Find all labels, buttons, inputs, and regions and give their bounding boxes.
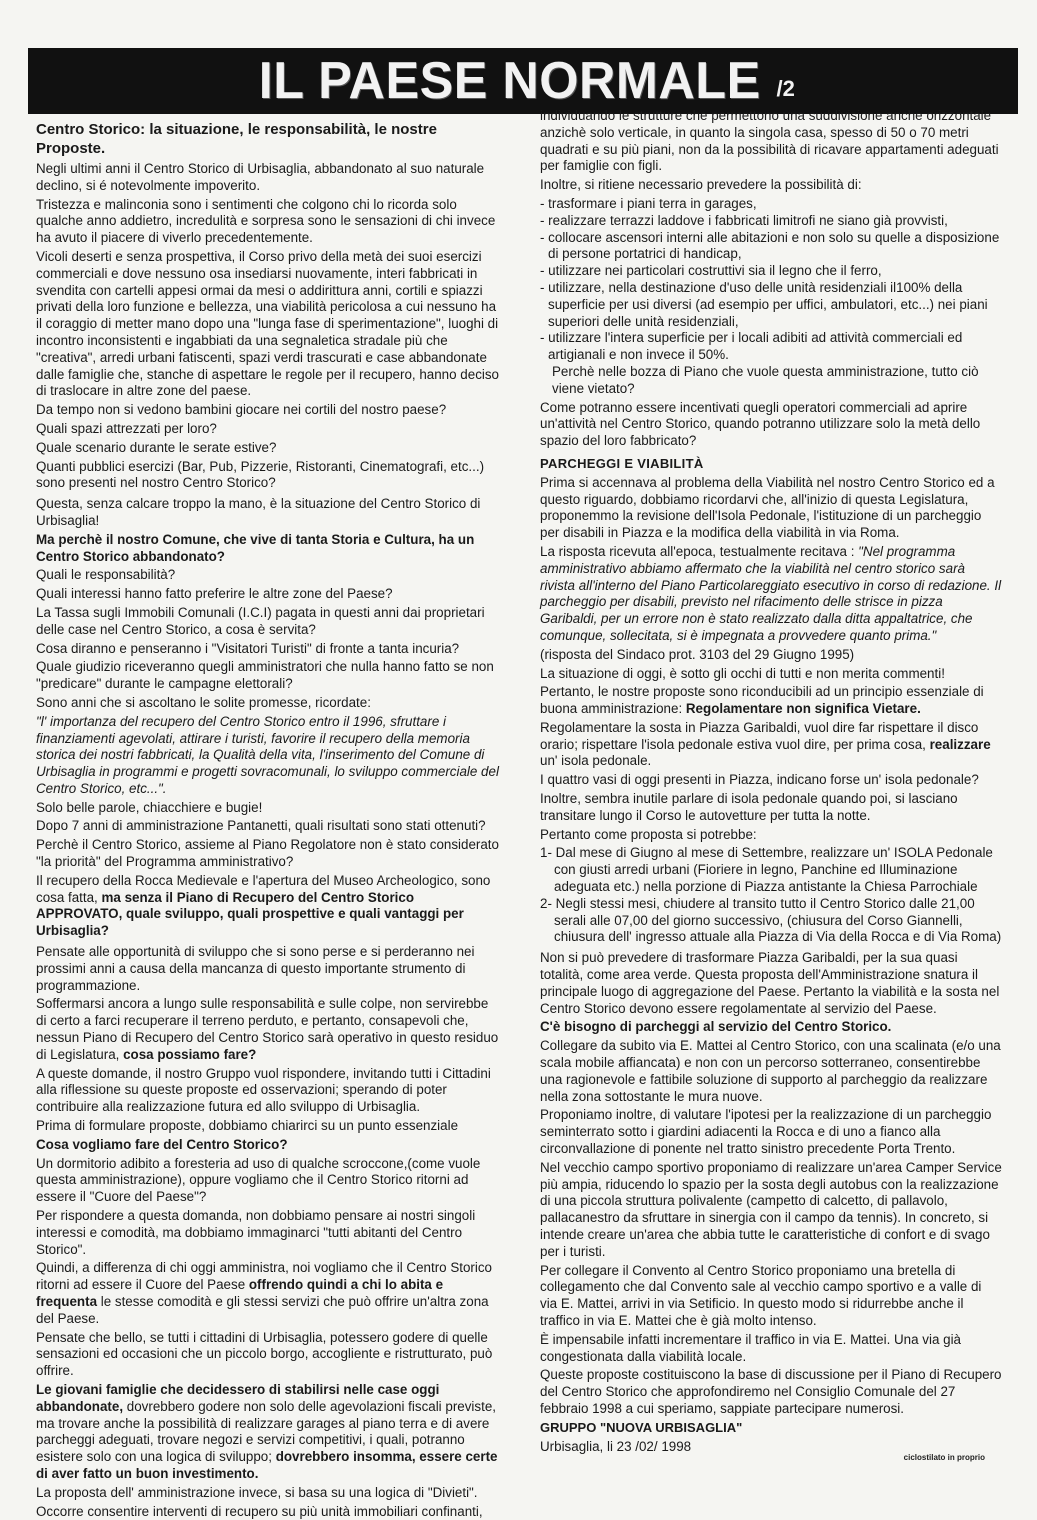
right-column [540,108,1002,1462]
paragraph [36,873,500,940]
paragraph: Proponiamo inoltre, di valutare l'ipotesi per la realizzazione di un parcheggio seminterrato sotto i giardini adiacenti la Rocca e di uno a fianco alla circonvallazione di ponente nel tratto sinistro precedente Porta Trento. [540,1107,992,1157]
paragraph: (risposta del Sindaco prot. 3103 del 29 Giugno 1995) [540,646,855,662]
list-item: - utilizzare nei particolari costruttivi sia il legno che il ferro, [540,263,882,279]
paragraph: Negli ultimi anni il Centro Storico di Urbisaglia, abbandonato al suo naturale declino, si é notevolmente impoverito. [36,161,485,193]
print-note: ciclostilato in proprio [903,1453,985,1462]
question: Quali le responsabilità? [36,567,176,583]
quoted-promises: "l' importanza del recupero del Centro Storico entro il 1996, sfruttare i finanziamenti agevolati, attirare i turisti, favorire il recupero della memoria storica dei nostri fabbricati, la Qualità della vita, l'inserimento del Comune di Urbisaglia in programmi e progetti sovracomunali, lo sviluppo commerciale del Centro Storico, etc...". [36,713,499,796]
bold-run: offrendo quindi a chi lo abita e frequenta [36,1277,444,1309]
question: Cosa diranno e penseranno i "Visitatori Turisti" di fronte a tanta incuria? [36,640,460,656]
bold-run: Le giovani famiglie che decidessero di stabilirsi nelle case oggi abbandonate, [36,1381,440,1414]
list-item: - realizzare terrazzi laddove i fabbricati limitrofi ne siano già provvisti, [540,212,948,228]
question: Quali interessi hanno fatto preferire le altre zone del Paese? [36,586,393,602]
paragraph: Nel vecchio campo sportivo proponiamo di realizzare un'area Camper Service più ampia, riducendo lo spazio per la sosta degli autobus con la realizzazione di una piccola struttura polivalente (campetto di calcetto, di pallavolo, pallacanestro da sfruttare in sinergia con il campo da tennis). In concreto, si intende creare un'area che abbia tutte le caratteristiche di confort e di svago per i turisti. [540,1159,1002,1259]
bold-run: Regolamentare non significa Vietare. [685,701,921,717]
paragraph: Prima si accennava al problema della Viabilità nel nostro Centro Storico ed a questo riguardo, dobbiamo ricordarvi che, all'inizio di questa Legislatura, proponemmo la revisione dell'Isola Pedonale, l'istituzione di un parcheggio per disabili in Piazza e la modifica della viabilità in via Roma. [540,474,995,541]
paragraph [36,1382,500,1483]
question: Quale giudizio riceveranno quegli amministratori che nulla hanno fatto se non "predicare" durante le campagne elettorali? [36,659,494,692]
signature: GRUPPO "NUOVA URBISAGLIA" [540,1419,743,1435]
paragraph: Vicoli deserti e senza prospettiva, il Corso privo della metà dei suoi esercizi commerciali e dove nessuno osa insediarsi nuovamente, interi fabbricati in svendita con cartelli appesi ormai da mesi o addirittura anni, cortili e spiazzi privati della loro funzione e bellezza, una viabilità pericolosa a cui nessuno ha il coraggio di metter mano dopo una "lunga fase di sperimentazione", luoghi di incontro inconsistenti e ingabbiati da una segnaletica stradale più che "creativa", arredi urbani fatiscenti, spazi verdi trascurati e case abbandonate dalle famiglie che, stanche di aspettare le regole per il recupero, hanno deciso di traslocare in altre zone del paese. [36,248,500,399]
paragraph: Prima di formulare proposte, dobbiamo chiarirci su un punto essenziale [36,1118,459,1134]
section-heading: PARCHEGGI E VIABILITÀ [540,455,704,471]
bold-run: realizzare [929,736,991,752]
list-item: 2- Negli stessi mesi, chiudere al transito tutto il Centro Storico dalle 21,00 serali alle 07,00 del giorno successivo, (chiusura del Corso Giannelli, chiusura dell' ingresso attuale alla Piazza di Via della Rocca e di Via Roma) [540,895,1002,945]
paragraph [36,1260,500,1327]
paragraph: Per rispondere a questa domanda, non dobbiamo pensare ai nostri singoli interessi e comodità, ma dobbiamo immaginarci "tutti abitanti del Centro Storico". [36,1208,476,1257]
question: Da tempo non si vedono bambini giocare nei cortili del nostro paese? [36,402,447,418]
question: Dopo 7 anni di amministrazione Pantanetti, quali risultati sono stati ottenuti? [36,818,486,834]
list-item: - collocare ascensori interni alle abitazioni e non solo su quelle a disposizione di persone portatrici di handicap, [540,229,1000,262]
question: Quanti pubblici esercizi (Bar, Pub, Pizzerie, Ristoranti, Cinematografi, etc...) sono presenti nel nostro Centro Storico? [36,458,485,491]
paragraph: La proposta dell' amministrazione invece, si basa su una logica di "Divieti". [36,1484,478,1500]
issue-number: /2 [776,76,795,101]
bold-question: Cosa vogliamo fare del Centro Storico? [36,1136,288,1152]
paragraph: Solo belle parole, chiacchiere e bugie! [36,799,263,815]
left-column [36,120,500,1519]
paragraph: Pensate alle opportunità di sviluppo che si sono perse e si perderanno nei prossimi anni a causa della mancanza di questo importante strumento di programmazione. [36,944,475,993]
paragraph: A queste domande, il nostro Gruppo vuol rispondere, invitando tutti i Cittadini alla riflessione su queste proposte ed osservazioni; sperando di poter contribuire alla realizzazione futura ed allo sviluppo di Urbisaglia. [36,1065,491,1115]
text-run: Il recupero della Rocca Medievale e l'apertura del Museo Archeologico, sono cosa fatta, [36,872,491,905]
text-run: le stesse comodità e gli stessi servizi che può offrire un'altra zona del Paese. [36,1294,489,1326]
paragraph [36,996,500,1063]
possibility-list [540,196,1002,364]
paragraph: Non si può prevedere di trasformare Piazza Garibaldi, per la sua quasi totalità, come area verde. Questa proposta dell'Amministrazione snatura il principale luogo di aggregazione del Paese. Pertanto la viabilità e la sosta nel Centro Storico devono essere regolamentate al servizio del Paese. [540,950,1000,1016]
text-run: Regolamentare la sosta in Piazza Garibaldi, vuol dire far rispettare il disco orario; rispettare l'isola pedonale estiva vuol dire, per prima cosa, [540,719,979,752]
newsletter-title: IL PAESE NORMALE [258,52,761,110]
paragraph: I quattro vasi di oggi presenti in Piazza, indicano forse un' isola pedonale? [540,772,979,788]
paragraph: Sono anni che si ascoltano le solite promesse, ricordate: [36,694,371,710]
list-item: - utilizzare, nella destinazione d'uso delle unità residenziali il100% della superficie per usi diversi (ad esempio per uffici, ambulatori, etc...) nei piani superiori delle unità residenziali, [540,279,988,329]
paragraph: Tristezza e malinconia sono i sentimenti che colgono chi lo ricorda solo qualche anno addietro, incredulità e sorpresa sono le sensazioni di chi invece ha avuto il piacere di viverlo precedentemente. [36,196,496,246]
proposal-list [540,845,1002,946]
text-run: Quindi, a differenza di chi oggi amministra, noi vogliamo che il Centro Storico ritorni ad essere il Cuore del Paese [36,1260,493,1293]
article-heading: Centro Storico: la situazione, le responsabilità, le nostre Proposte. [36,121,437,157]
paragraph: Pensate che bello, se tutti i cittadini di Urbisaglia, potessero godere di quelle sensazioni ed occasioni che un piccolo borgo, accogliente e ristrutturato, può offrire. [36,1329,493,1379]
text-run: un' isola pedonale. [540,753,652,769]
list-item: - trasformare i piani terra in garages, [540,195,757,211]
paragraph: Occorre consentire interventi di recupero su più unità immobiliari confinanti, [36,1503,483,1519]
question: Quali spazi attrezzati per loro? [36,420,217,436]
paragraph: Inoltre, si ritiene necessario prevedere la possibilità di: [540,177,862,193]
paragraph: Perchè nelle bozza di Piano che vuole questa amministrazione, tutto ciò viene vietato? [552,363,979,396]
question: Perchè il Centro Storico, assieme al Piano Regolatore non è stato considerato "la priorità" del Programma amministrativo? [36,837,499,870]
paragraph: Un dormitorio adibito a foresteria ad uso di qualche scroccone,(come vuole questa amministrazione), oppure vogliamo che il Centro Storico ritorni ad essere il "Cuore del Paese"? [36,1155,481,1205]
question: La Tassa sugli Immobili Comunali (I.C.I) pagata in questi anni dai proprietari delle case nel Centro Storico, a cosa è servita? [36,604,485,637]
paragraph [540,720,1002,770]
text-run: Soffermarsi ancora a lungo sulle responsabilità e sulle colpe, non servirebbe di certo a farci recuperare il terreno perduto, e pertanto, consapevoli che, nessun Piano di Recupero del Centro Storico sarà operativo in questo residuo di Legislatura, [36,996,499,1062]
quoted-reply: "Nel programma amministrativo abbiamo affermato che la viabilità nel centro storico sarà rivista all'interno del Piano Particolareggiato esecutivo in corso di redazione. Il parcheggio per disabili, previsto nel rifacimento delle strisce in pizza Garibaldi, per un errore non è stato realizzato dalla ditta appaltatrice, che comunque, sollecitata, si è impegnata a provvedere quanto prima." [540,543,1002,643]
paragraph: È impensabile infatti incrementare il traffico in via E. Mattei. Una via già congestionata dalla viabilità locale. [540,1331,962,1364]
paragraph: Collegare da subito via E. Mattei al Centro Storico, con una scalinata (e/o una scala mobile affiancata) e non con un percorso sotterraneo, consentirebbe una ragionevole e fattibile soluzione di supporto al parcheggio da realizzare nella zona sottostante le mura nuove. [540,1038,1001,1104]
bold-run: dovrebbero insomma, essere certe di aver fatto un buon investimento. [36,1449,498,1481]
paragraph: Per collegare il Convento al Centro Storico proponiamo una bretella di collegamento che dal Convento sale al vecchio campo sportivo e a valle di via E. Mattei, arrivi in via Setificio. In questo modo si ridurrebbe anche il traffico in via E. Mattei che è già molto intenso. [540,1262,982,1328]
paragraph: Inoltre, sembra inutile parlare di isola pedonale quando poi, si lasciano transitare lungo il Corso le autovetture per tutta la notte. [540,791,958,823]
bold-run: cosa possiamo fare? [123,1046,257,1062]
list-item: - utilizzare l'intera superficie per i locali adibiti ad attività commerciali ed artigianali e non invece il 50%. [540,330,963,363]
paragraph: Pertanto come proposta si potrebbe: [540,826,757,842]
paragraph: Come potranno essere incentivati quegli operatori commerciali ad aprire un'attività nel Centro Storico, quando potranno utilizzare solo la metà dello spazio del loro fabbricato? [540,399,981,449]
paragraph: individuando le strutture che permettono una suddivisione anche orizzontale anzichè solo verticale, in quanto la singola casa, spesso di 50 o 70 metri quadrati e su più piani, non da la possibilità di ricavare appartamenti adeguati per famiglie con figli. [540,108,999,174]
place-date: Urbisaglia, li 23 /02/ 1998 [540,1438,692,1454]
bold-question: Ma perchè il nostro Comune, che vive di tanta Storia e Cultura, ha un Centro Storico abbandonato? [36,531,475,564]
paragraph [540,684,1002,718]
bold-run: ma senza il Piano di Recupero del Centro Storico APPROVATO, quale sviluppo, quali prospettive e quali vantaggi per Urbisaglia? [36,889,464,939]
masthead [28,48,1018,114]
text-run: dovrebbero godere non solo delle agevolazioni fiscali previste, ma trovare anche la possibilità di realizzare garages al piano terra e di avere parcheggi adeguati, trovare negozi e servizi competitivi, i quali, potranno esistere solo con una logica di sviluppo; [36,1398,496,1465]
bold-statement: C'è bisogno di parcheggi al servizio del Centro Storico. [540,1019,892,1035]
paragraph [540,544,1002,645]
list-item: 1- Dal mese di Giugno al mese di Settembre, realizzare un' ISOLA Pedonale con giusti arredi urbani (Fioriere in legno, Panchine ed Illuminazione adeguata etc.) nella porzione di Piazza antistante la Chiesa Parrochiale [540,845,993,895]
text-run: Pertanto, le nostre proposte sono riconducibili ad un principio essenziale di buona amministrazione: [540,684,984,717]
paragraph: Questa, senza calcare troppo la mano, è la situazione del Centro Storico di Urbisaglia! [36,496,481,528]
text-run: La risposta ricevuta all'epoca, testualmente recitava : [540,543,859,559]
paragraph: Queste proposte costituiscono la base di discussione per il Piano di Recupero del Centro Storico che approfondiremo nel Consiglio Comunale del 27 febbraio 1998 a cui speriamo, sappiate partecipare numerosi. [540,1367,1002,1416]
question: Quale scenario durante le serate estive? [36,439,277,455]
paragraph: La situazione di oggi, è sotto gli occhi di tutti e non merita commenti! [540,665,945,681]
